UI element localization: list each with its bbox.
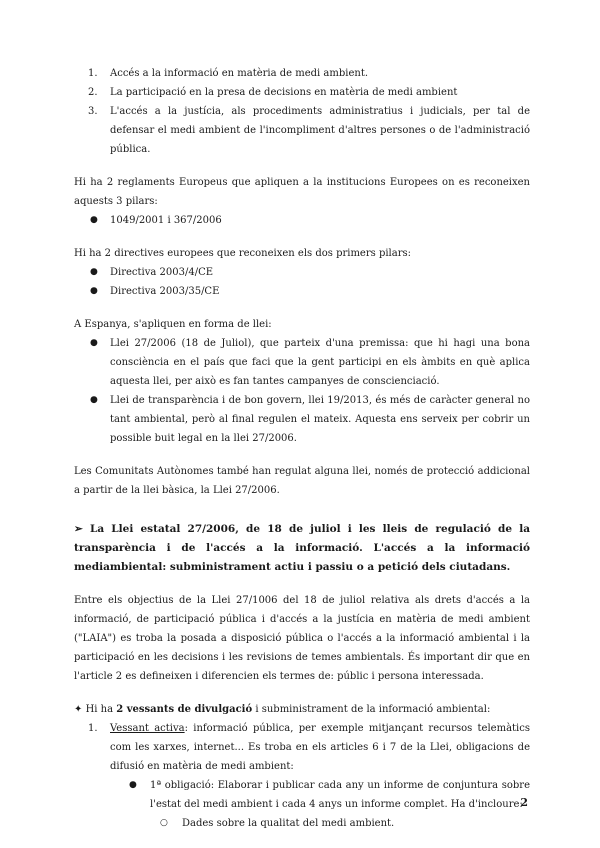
obligacions-list [74, 776, 530, 814]
list-item: ● 1ª obligació: Elaborar i publicar cada any un informe de conjuntura sobre l'estat del medi ambient i cada 4 anys un informe complet. Ha d'incloure: [129, 780, 530, 810]
directives-list [74, 263, 530, 301]
list-item: 3. L'accés a la justícia, als procediments administratius i judicials, per tal de defensar el medi ambient de l'incompliment d'altres persones o de l'administració pública. [88, 106, 530, 155]
list-item: ● Directiva 2003/35/CE [90, 286, 220, 297]
vessants-list [74, 719, 530, 776]
list-item: 1. Accés a la informació en matèria de medi ambient. [88, 68, 369, 79]
list-item: ● Llei 27/2006 (18 de Juliol), que parteix d'una premissa: que hi hagi una bona consciència en el país que faci que la gent participi en els àmbits en què aplica aquesta llei, per això es fan tantes campanyes de conscienciació. [90, 338, 530, 387]
reglaments-list [74, 211, 530, 230]
paragraph-objectius: Entre els objectius de la Llei 27/1006 del 18 de juliol relativa als drets d'accés a la informació, de participació pública i d'accés a la justícia en matèria de medi ambient ("LAIA") es troba la posada a disposició pública o l'accés a la informació ambiental i la participació en les decisions i les revisions de temes ambientals. És important dir que en l'article 2 es defineixen i diferencien els termes de: públic i persona interessada. [74, 595, 530, 682]
list-item: 1. Vessant activa: informació pública, per exemple mitjançant recursos telemàtics com les xarxes, internet... Es troba en els articles 6 i 7 de la Llei, obligacions de difusió en matèria de medi ambient: [88, 723, 530, 772]
pillars-list [74, 64, 530, 159]
espanya-list [74, 334, 530, 448]
paragraph-directives: Hi ha 2 directives europees que reconeixen els dos primers pilars: [74, 248, 411, 259]
list-item: ● Directiva 2003/4/CE [90, 267, 214, 278]
section-title: ➢ La Llei estatal 27/2006, de 18 de juliol i les lleis de regulació de la transparència i de l'accés a la informació. L'accés a la informació mediambiental: subministrament actiu i passiu o a petició dels ciutadans. [74, 523, 530, 573]
informe-contents-list [74, 814, 530, 833]
paragraph-reglaments: Hi ha 2 reglaments Europeus que apliquen a la institucions Europees on es reconeixen aquests 3 pilars: [74, 177, 530, 207]
list-item: ○ Dades sobre la qualitat del medi ambient. [160, 818, 395, 829]
list-item: ● 1049/2001 i 367/2006 [90, 215, 222, 226]
paragraph-ccaa: Les Comunitats Autònomes també han regulat alguna llei, només de protecció addicional a partir de la llei bàsica, la Llei 27/2006. [74, 466, 530, 496]
list-item: ● Llei de transparència i de bon govern, llei 19/2013, és més de caràcter general no tant ambiental, però al final regulen el mateix. Aquesta ens serveix per cobrir un possible buit legal en la llei 27/2006. [90, 395, 530, 444]
page-number: 2 [520, 796, 528, 809]
paragraph-espanya: A Espanya, s'apliquen en forma de llei: [74, 319, 272, 330]
list-item: 2. La participació en la presa de decisions en matèria de medi ambient [88, 87, 458, 98]
paragraph-vessants: ✦ Hi ha 2 vessants de divulgació i subministrament de la informació ambiental: [74, 704, 491, 715]
vessants-marker: ✦ [74, 704, 83, 715]
